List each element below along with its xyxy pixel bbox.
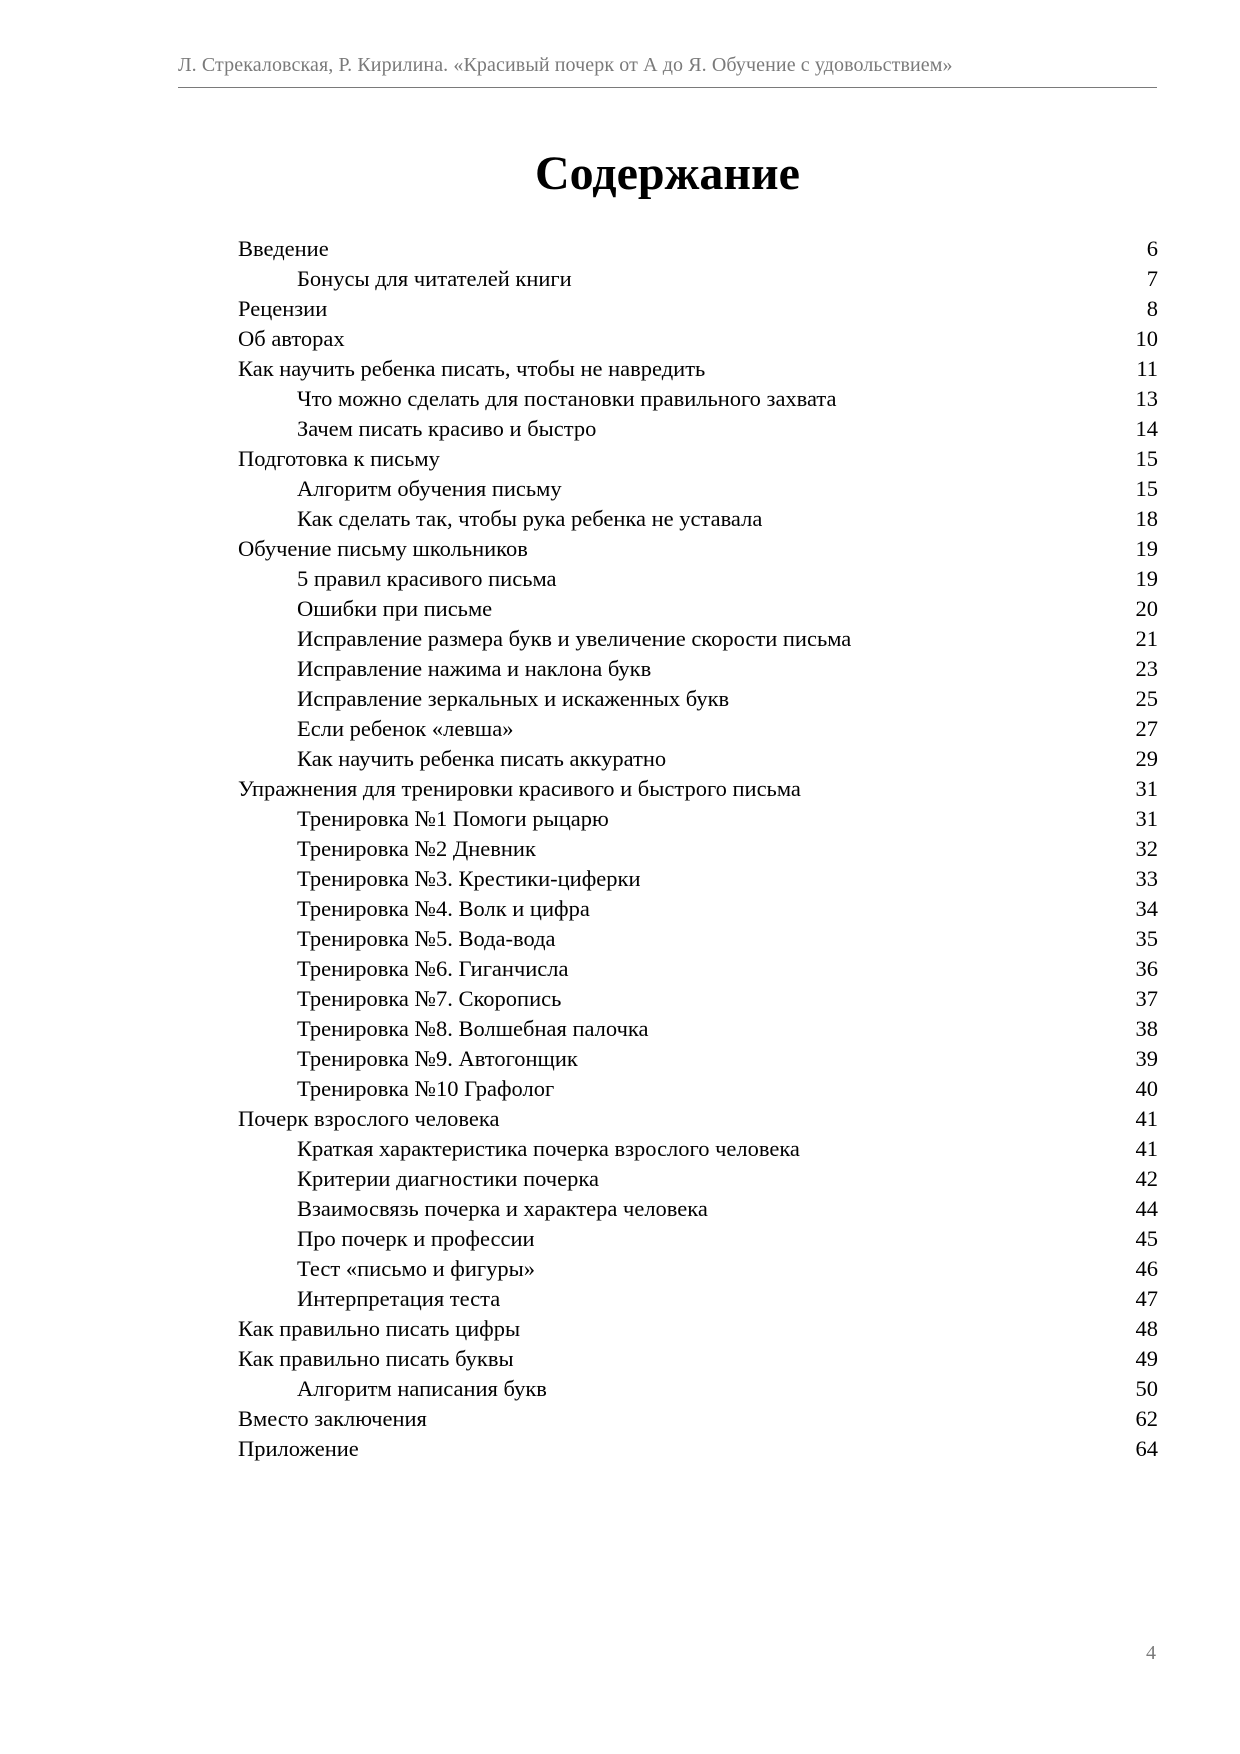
toc-entry-title: Тренировка №7. Скоропись: [297, 986, 562, 1011]
toc-entry-page: 19: [1135, 536, 1158, 561]
toc-entry-title: Тренировка №4. Волк и цифра: [297, 896, 590, 921]
toc-entry-page: 19: [1135, 566, 1158, 591]
toc-section-entry[interactable]: [238, 384, 1158, 414]
toc-entry-title: Обучение письму школьников: [238, 536, 528, 561]
toc-entry-page: 31: [1135, 806, 1158, 831]
toc-entry-page: 15: [1135, 446, 1158, 471]
toc-entry-page: 46: [1135, 1256, 1158, 1281]
toc-entry-page: 36: [1135, 956, 1158, 981]
toc-entry-title: Упражнения для тренировки красивого и быстрого письма: [238, 776, 801, 801]
toc-section-entry[interactable]: [238, 1224, 1158, 1254]
toc-entry-title: Тренировка №9. Автогонщик: [297, 1046, 578, 1071]
toc-entry-page: 62: [1135, 1406, 1158, 1431]
toc-entry-title: Вместо заключения: [238, 1406, 427, 1431]
toc-section-entry[interactable]: [238, 624, 1158, 654]
toc-section-entry[interactable]: [238, 564, 1158, 594]
toc-entry-page: 31: [1135, 776, 1158, 801]
toc-section-entry[interactable]: [238, 864, 1158, 894]
toc-entry-page: 41: [1135, 1136, 1158, 1161]
toc-entry-page: 34: [1135, 896, 1158, 921]
toc-entry-page: 39: [1135, 1046, 1158, 1071]
toc-section-entry[interactable]: [238, 684, 1158, 714]
toc-entry-page: 50: [1135, 1376, 1158, 1401]
toc-entry-title: Критерии диагностики почерка: [297, 1166, 599, 1191]
toc-entry-title: Интерпретация теста: [297, 1286, 501, 1311]
toc-entry-title: Тренировка №8. Волшебная палочка: [297, 1016, 649, 1041]
toc-section-entry[interactable]: [238, 924, 1158, 954]
toc-entry-page: 18: [1135, 506, 1158, 531]
toc-section-entry[interactable]: [238, 714, 1158, 744]
toc-entry-title: Тест «письмо и фигуры»: [297, 1256, 535, 1281]
toc-entry-title: Зачем писать красиво и быстро: [297, 416, 597, 441]
toc-section-entry[interactable]: [238, 744, 1158, 774]
toc-entry-page: 48: [1135, 1316, 1158, 1341]
toc-entry-title: Тренировка №5. Вода-вода: [297, 926, 556, 951]
toc-entry-page: 25: [1135, 686, 1158, 711]
toc-section-entry[interactable]: [238, 954, 1158, 984]
toc-entry-page: 38: [1135, 1016, 1158, 1041]
toc-entry-page: 29: [1135, 746, 1158, 771]
toc-entry-title: Приложение: [238, 1436, 359, 1461]
toc-chapter-entry[interactable]: [238, 444, 1158, 474]
toc-section-entry[interactable]: [238, 1044, 1158, 1074]
toc-chapter-entry[interactable]: [238, 1314, 1158, 1344]
toc-entry-page: 15: [1135, 476, 1158, 501]
toc-section-entry[interactable]: [238, 1284, 1158, 1314]
toc-section-entry[interactable]: [238, 834, 1158, 864]
toc-entry-title: Взаимосвязь почерка и характера человека: [297, 1196, 708, 1221]
toc-entry-title: Рецензии: [238, 296, 328, 321]
toc-entry-title: Как научить ребенка писать аккуратно: [297, 746, 667, 771]
toc-entry-page: 23: [1135, 656, 1158, 681]
toc-entry-title: Тренировка №6. Гиганчисла: [297, 956, 569, 981]
toc-entry-page: 11: [1136, 356, 1158, 381]
toc-entry-page: 10: [1135, 326, 1158, 351]
toc-entry-page: 49: [1135, 1346, 1158, 1371]
toc-entry-title: Бонусы для читателей книги: [297, 266, 572, 291]
toc-entry-title: Об авторах: [238, 326, 345, 351]
toc-section-entry[interactable]: [238, 1014, 1158, 1044]
toc-entry-title: Алгоритм обучения письму: [297, 476, 562, 501]
toc-entry-title: Исправление зеркальных и искаженных букв: [297, 686, 730, 711]
toc-entry-page: 6: [1146, 236, 1158, 261]
toc-entry-title: Алгоритм написания букв: [297, 1376, 547, 1401]
toc-section-entry[interactable]: [238, 1164, 1158, 1194]
toc-entry-title: Как сделать так, чтобы рука ребенка не уставала: [297, 506, 763, 531]
toc-entry-page: 40: [1135, 1076, 1158, 1101]
toc-section-entry[interactable]: [238, 594, 1158, 624]
toc-section-entry[interactable]: [238, 414, 1158, 444]
toc-chapter-entry[interactable]: [238, 534, 1158, 564]
toc-chapter-entry[interactable]: [238, 774, 1158, 804]
toc-entry-title: Краткая характеристика почерка взрослого человека: [297, 1136, 800, 1161]
toc-entry-title: Подготовка к письму: [238, 446, 440, 471]
toc-entry-page: 33: [1135, 866, 1158, 891]
running-header: Л. Стрекаловская, Р. Кирилина. «Красивый почерк от А до Я. Обучение с удовольствием»: [178, 54, 953, 76]
toc-section-entry[interactable]: [238, 984, 1158, 1014]
toc-section-entry[interactable]: [238, 1194, 1158, 1224]
toc-section-entry[interactable]: [238, 504, 1158, 534]
toc-chapter-entry[interactable]: [238, 1344, 1158, 1374]
toc-entry-page: 35: [1135, 926, 1158, 951]
toc-entry-page: 64: [1135, 1436, 1158, 1461]
toc-section-entry[interactable]: [238, 654, 1158, 684]
toc-entry-page: 44: [1135, 1196, 1158, 1221]
toc-section-entry[interactable]: [238, 1374, 1158, 1404]
header-divider: [178, 87, 1157, 88]
toc-entry-title: 5 правил красивого письма: [297, 566, 557, 591]
toc-section-entry[interactable]: [238, 1254, 1158, 1284]
toc-entry-title: Если ребенок «левша»: [297, 716, 514, 741]
toc-entry-page: 7: [1146, 266, 1158, 291]
toc-entry-page: 20: [1135, 596, 1158, 621]
table-of-contents: [238, 234, 1158, 1464]
toc-entry-page: 13: [1135, 386, 1158, 411]
toc-entry-title: Тренировка №2 Дневник: [297, 836, 536, 861]
page-number: 4: [1146, 1642, 1156, 1664]
toc-entry-title: Исправление нажима и наклона букв: [297, 656, 652, 681]
toc-entry-page: 27: [1135, 716, 1158, 741]
toc-chapter-entry[interactable]: [238, 234, 1158, 264]
toc-chapter-entry[interactable]: [238, 294, 1158, 324]
toc-entry-title: Тренировка №3. Крестики-циферки: [297, 866, 641, 891]
toc-entry-page: 37: [1135, 986, 1158, 1011]
toc-entry-page: 21: [1135, 626, 1158, 651]
toc-entry-title: Про почерк и профессии: [297, 1226, 535, 1251]
toc-section-entry[interactable]: [238, 894, 1158, 924]
toc-section-entry[interactable]: [238, 1074, 1158, 1104]
toc-entry-page: 8: [1146, 296, 1158, 321]
toc-entry-title: Как правильно писать цифры: [238, 1316, 521, 1341]
toc-entry-page: 45: [1135, 1226, 1158, 1251]
toc-chapter-entry[interactable]: [238, 1404, 1158, 1434]
toc-section-entry[interactable]: [238, 264, 1158, 294]
toc-entry-page: 14: [1135, 416, 1158, 441]
toc-chapter-entry[interactable]: [238, 1434, 1158, 1464]
toc-entry-title: Введение: [238, 236, 329, 261]
toc-entry-title: Как научить ребенка писать, чтобы не навредить: [238, 356, 706, 381]
toc-entry-title: Что можно сделать для постановки правильного захвата: [297, 386, 837, 411]
toc-entry-page: 47: [1135, 1286, 1158, 1311]
toc-entry-title: Ошибки при письме: [297, 596, 493, 621]
toc-entry-title: Тренировка №10 Графолог: [297, 1076, 555, 1101]
toc-entry-title: Исправление размера букв и увеличение скорости письма: [297, 626, 852, 651]
toc-section-entry[interactable]: [238, 804, 1158, 834]
toc-entry-title: Тренировка №1 Помоги рыцарю: [297, 806, 609, 831]
toc-entry-page: 32: [1135, 836, 1158, 861]
page-title: Содержание: [535, 147, 800, 200]
toc-entry-page: 42: [1135, 1166, 1158, 1191]
toc-entry-title: Как правильно писать буквы: [238, 1346, 514, 1371]
toc-chapter-entry[interactable]: [238, 354, 1158, 384]
toc-section-entry[interactable]: [238, 474, 1158, 504]
toc-section-entry[interactable]: [238, 1134, 1158, 1164]
toc-entry-page: 41: [1135, 1106, 1158, 1131]
toc-entry-title: Почерк взрослого человека: [238, 1106, 500, 1131]
toc-chapter-entry[interactable]: [238, 324, 1158, 354]
toc-chapter-entry[interactable]: [238, 1104, 1158, 1134]
